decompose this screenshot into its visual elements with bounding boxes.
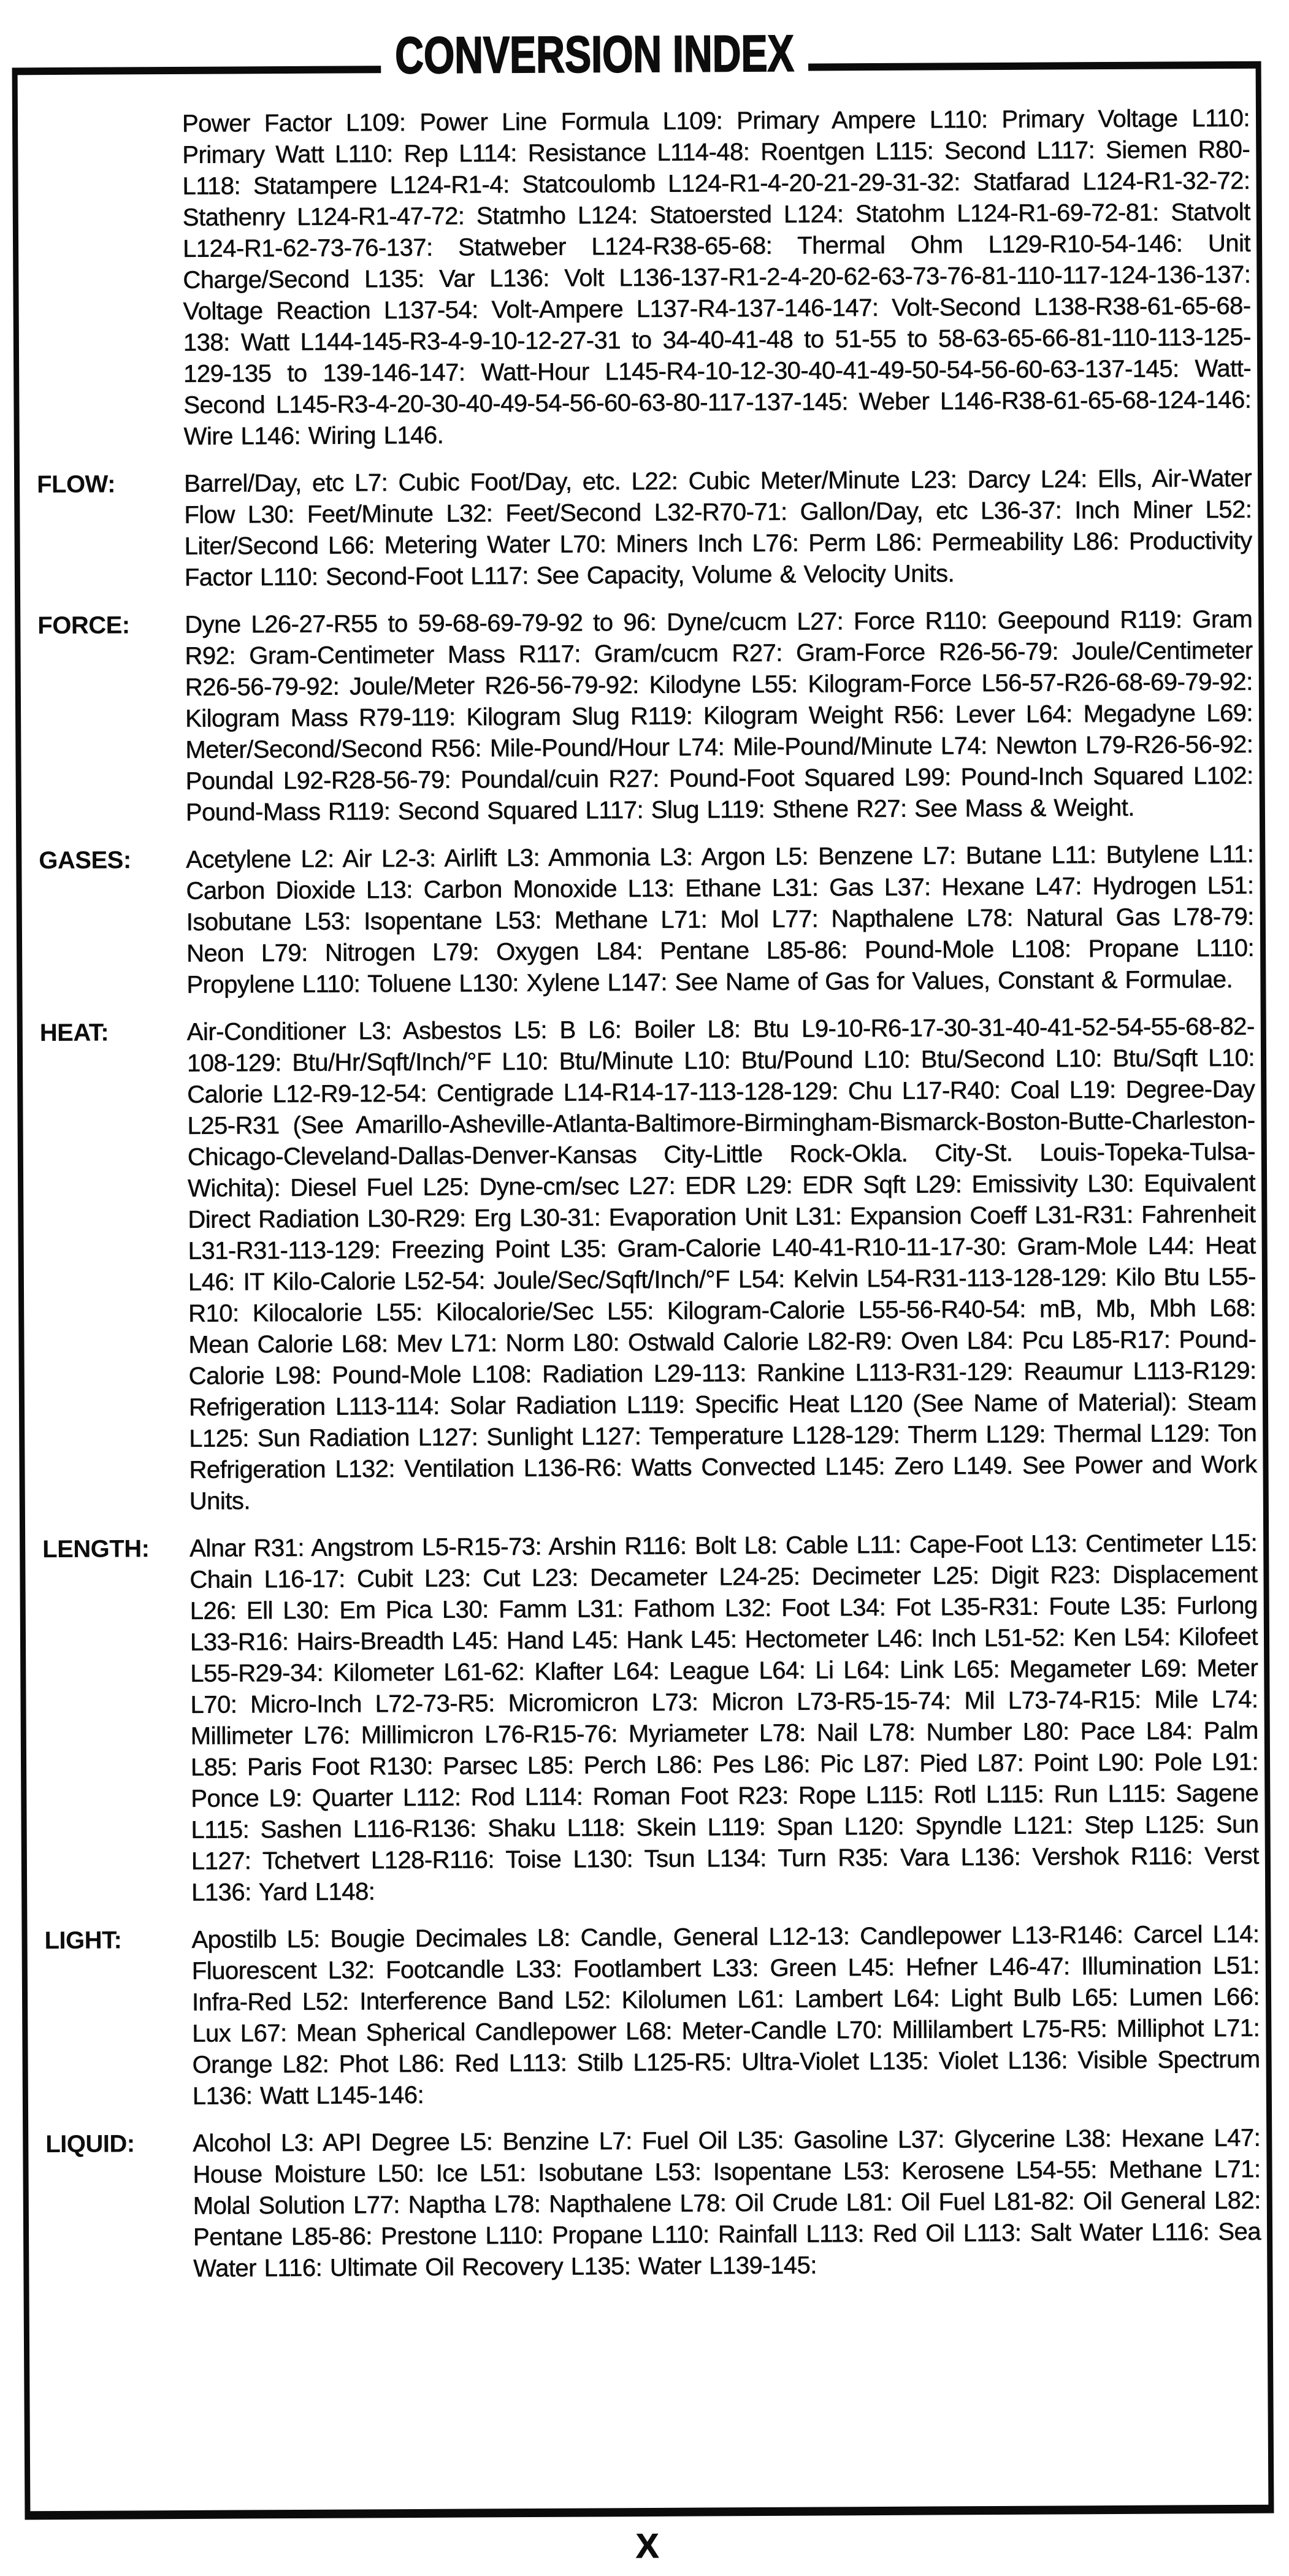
section-label: FORCE:: [37, 611, 130, 640]
index-intro-text: Power Factor L109: Power Line Formula L109: Primary Ampere L110: Primary Voltage L110: Primary Watt L110: Rep L114: Resistance L114-48: Roentgen L115: Second L117: Siemen R80-L118: Statampere L124-R1-4: Statcoulomb L124-R1-4-20-21-29-31-32: Statfarad L124-R1-32-72: Stathenry L124-R1-47-72: Statmho L124: Statoersted L124: Statohm L124-R1-69-72-81: Statvolt L124-R1-62-73-76-137: Statweber L124-R38-65-68: Thermal Ohm L129-R10-54-146: Unit Charge/Second L135: Var L136: Volt L136-137-R1-2-4-20-62-63-73-76-81-110-117-124-136-137: Voltage Reaction L137-54: Volt-Ampere L137-R4-137-146-147: Volt-Second L138-R38-61-65-68-138: Watt L144-145-R3-4-9-10-12-27-31 to 34-40-41-48 to 51-55 to 58-63-65-66-81-110-113-125-129-135 to 139-146-147: Watt-Hour L145-R4-10-12-30-40-41-49-50-54-56-60-63-137-145: Watt-Second L145-R3-4-20-30-40-49-54-56-60-63-80-117-137-145: Weber L146-R38-61-65-68-124-146: Wire L146: Wiring L146.: [182, 104, 1252, 450]
index-section-force: [25, 604, 1253, 829]
index-section-light: [32, 1919, 1260, 2113]
index-section-liquid: [33, 2123, 1261, 2285]
section-label: HEAT:: [39, 1019, 109, 1047]
section-text: Dyne L26-27-R55 to 59-68-69-79-92 to 96: Dyne/cucm L27: Force R110: Geepound R119: Gram R92: Gram-Centimeter Mass R117: Gram/cucm R27: Gram-Force R26-56-79: Joule/Centimeter R26-56-79-92: Joule/Meter R26-56-79-92: Kilodyne L55: Kilogram-Force L56-57-R26-68-69-79-92: Kilogram Mass R79-119: Kilogram Slug R119: Kilogram Weight R56: Lever L64: Megadyne L69: Meter/Second/Second R56: Mile-Pound/Hour L74: Mile-Pound/Minute L74: Newton L79-R26-56-92: Poundal L92-R28-56-79: Poundal/cuin R27: Pound-Foot Squared L99: Pound-Inch Squared L102: Pound-Mass R119: Second Squared L117: Slug L119: Sthene R27: See Mass & Weight.: [185, 605, 1253, 826]
section-label: LIGHT:: [44, 1926, 122, 1955]
section-text: Alcohol L3: API Degree L5: Benzine L7: Fuel Oil L35: Gasoline L37: Glycerine L38: Hexane L47: House Moisture L50: Ice L51: Isobutane L53: Isopentane L53: Kerosene L54-55: Methane L71: Molal Solution L77: Naptha L78: Napthalene L78: Oil Crude L81: Oil Fuel L81-82: Oil General L82: Pentane L85-86: Prestone L110: Propane L110: Rainfall L113: Red Oil L113: Salt Water L116: Sea Water L116: Ultimate Oil Recovery L135: Water L139-145:: [193, 2124, 1261, 2282]
index-section-gases: [26, 839, 1254, 1002]
index-intro-row: [23, 103, 1252, 453]
index-box: [12, 61, 1274, 2520]
section-label-blank: [23, 109, 184, 453]
section-text: Barrel/Day, etc L7: Cubic Foot/Day, etc. L22: Cubic Meter/Minute L23: Darcy L24: Ells, Air-Water Flow L30: Feet/Minute L32: Feet/Second L32-R70-71: Gallon/Day, etc L36-37: Inch Miner L52: Liter/Second L66: Metering Water L70: Miners Inch L76: Perm L86: Permeability L86: Productivity Factor L110: Second-Foot L117: See Capacity, Volume & Velocity Units.: [184, 464, 1252, 591]
section-text: Alnar R31: Angstrom L5-R15-73: Arshin R116: Bolt L8: Cable L11: Cape-Foot L13: Centimeter L15: Chain L16-17: Cubit L23: Cut L23: Decameter L24-25: Decimeter L25: Digit R23: Displacement L26: Ell L30: Em Pica L30: Famm L31: Fathom L32: Foot L34: Fot L35-R31: Foute L35: Furlong L33-R16: Hairs-Breadth L45: Hand L45: Hank L45: Hectometer L46: Inch L51-52: Ken L54: Kilofeet L55-R29-34: Kilometer L61-62: Klafter L64: League L64: Li L64: Link L65: Megameter L69: Meter L70: Micro-Inch L72-73-R5: Micromicron L73: Micron L73-R5-15-74: Mil L73-74-R15: Mile L74: Millimeter L76: Millimicron L76-R15-76: Myriameter L78: Nail L78: Number L80: Pace L84: Palm L85: Paris Foot R130: Parsec L85: Perch L86: Pes L86: Pic L87: Pied L87: Point L90: Pole L91: Ponce L9: Quarter L112: Rod L114: Roman Foot R23: Rope L115: Rotl L115: Run L115: Sagene L115: Sashen L116-R136: Shaku L118: Skein L119: Span L120: Spyndle L121: Step L125: Sun L127: Tchetvert L128-R116: Toise L130: Tsun L134: Turn R35: Vara L136: Vershok R116: Verst L136: Yard L148:: [189, 1529, 1259, 1906]
page-title: CONVERSION INDEX: [381, 23, 808, 86]
index-section-heat: [28, 1011, 1257, 1518]
section-label: GASES:: [39, 846, 131, 875]
section-text: Acetylene L2: Air L2-3: Airlift L3: Ammonia L3: Argon L5: Benzene L7: Butane L11: Butylene L11: Carbon Dioxide L13: Carbon Monoxide L13: Ethane L31: Gas L37: Hexane L47: Hydrogen L51: Isobutane L53: Isopentane L53: Methane L71: Mol L77: Napthalene L78: Natural Gas L78-79: Neon L79: Nitrogen L79: Oxygen L84: Pentane L85-86: Pound-Mole L108: Propane L110: Propylene L110: Toluene L130: Xylene L147: See Name of Gas for Values, Constant & Formulae.: [186, 840, 1255, 999]
section-text: Apostilb L5: Bougie Decimales L8: Candle, General L12-13: Candlepower L13-R146: Carcel L14: Fluorescent L32: Footcandle L33: Footlambert L33: Green L45: Hefner L46-47: Illumination L51: Infra-Red L52: Interference Band L52: Kilolumen L61: Lambert L64: Light Bulb L65: Lumen L66: Lux L67: Mean Spherical Candlepower L68: Meter-Candle L70: Millilambert L75-R5: Milliphot L71: Orange L82: Phot L86: Red L113: Stilb L125-R5: Ultra-Violet L135: Violet L136: Visible Spectrum L136: Watt L145-146:: [191, 1920, 1260, 2110]
section-text: Air-Conditioner L3: Asbestos L5: B L6: Boiler L8: Btu L9-10-R6-17-30-31-40-41-52-54-55-68-82-108-129: Btu/Hr/Sqft/Inch/°F L10: Btu/Minute L10: Btu/Pound L10: Btu/Second L10: Btu/Sqft L10: Calorie L12-R9-12-54: Centigrade L14-R14-17-113-128-129: Chu L17-R40: Coal L19: Degree-Day L25-R31 (See Amarillo-Asheville-Atlanta-Baltimore-Birmingham-Bismarck-Boston-Butte-Charleston-Chicago-Cleveland-Dallas-Denver-Kansas City-Little Rock-Okla. City-St. Louis-Topeka-Tulsa-Wichita): Diesel Fuel L25: Dyne-cm/sec L27: EDR L29: EDR Sqft L29: Emissivity L30: Equivalent Direct Radiation L30-R29: Erg L30-31: Evaporation Unit L31: Expansion Coeff L31-R31: Fahrenheit L31-R31-113-129: Freezing Point L35: Gram-Calorie L40-41-R10-11-17-30: Gram-Mole L44: Heat L46: IT Kilo-Calorie L52-54: Joule/Sec/Sqft/Inch/°F L54: Kelvin L54-R31-113-128-129: Kilo Btu L55-R10: Kilocalorie L55: Kilocalorie/Sec L55: Kilogram-Calorie L55-56-R40-54: mB, Mb, Mbh L68: Mean Calorie L68: Mev L71: Norm L80: Ostwald Calorie L82-R9: Oven L84: Pcu L85-R17: Pound-Calorie L98: Pound-Mole L108: Radiation L29-113: Rankine L113-R31-129: Reaumur L113-R129: Refrigeration L113-114: Solar Radiation L119: Specific Heat L120 (See Name of Material): Steam L125: Sun Radiation L127: Sunlight L127: Temperature L128-129: Therm L129: Thermal L129: Ton Refrigeration L132: Ventilation L136-R6: Watts Convected L145: Zero L149. See Power and Work Units.: [186, 1013, 1257, 1515]
index-section-flow: [25, 463, 1252, 594]
section-label: LIQUID:: [45, 2130, 135, 2158]
page-number: X: [635, 2526, 659, 2566]
section-label: LENGTH:: [42, 1535, 150, 1563]
index-section-length: [30, 1528, 1259, 1909]
section-label: FLOW:: [37, 470, 116, 499]
